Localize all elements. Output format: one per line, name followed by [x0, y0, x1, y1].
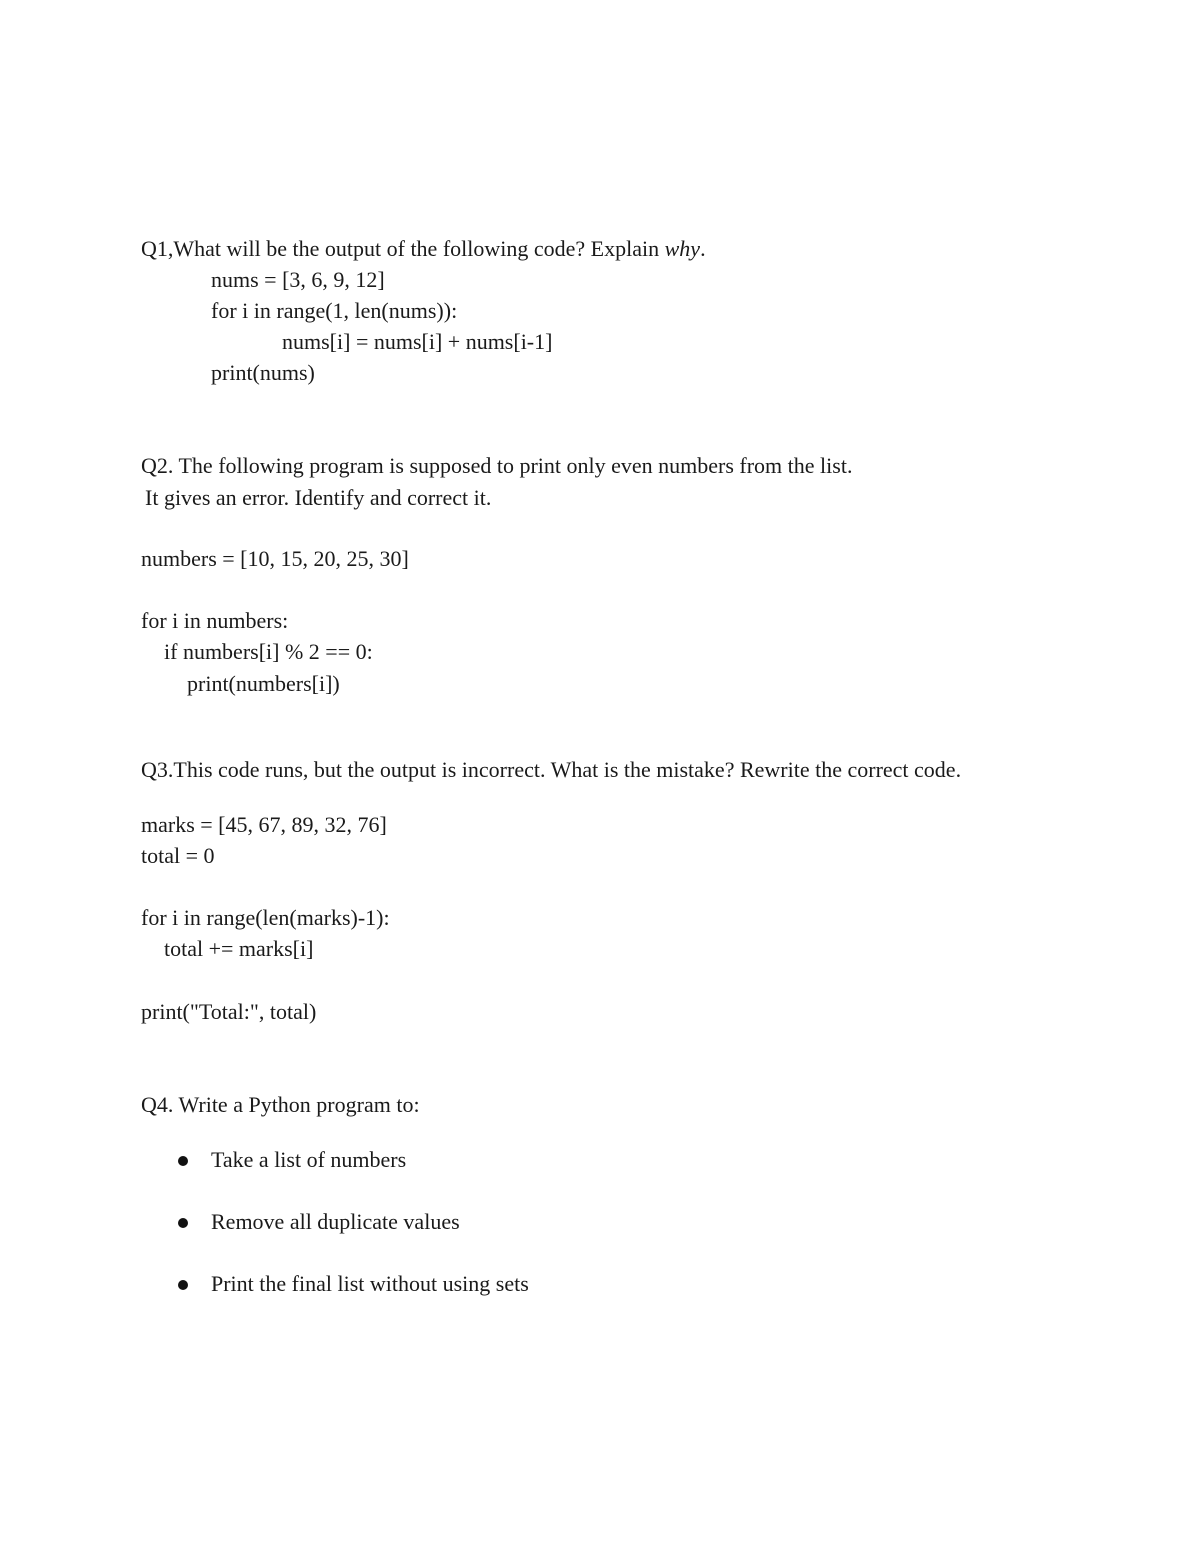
q1-code-line-2: for i in range(1, len(nums)):: [211, 298, 458, 323]
q4-bullet-3: Print the final list without using sets: [211, 1271, 529, 1296]
q4-bullet-2: Remove all duplicate values: [211, 1209, 460, 1234]
q3-code-line-3: for i in range(len(marks)-1):: [141, 905, 390, 930]
q2-code-line-3: if numbers[i] % 2 == 0:: [164, 639, 373, 664]
q4-bullet-1: Take a list of numbers: [211, 1147, 407, 1172]
q1-prompt-emphasis: why: [664, 236, 701, 261]
bullet-icon: [178, 1218, 188, 1228]
bullet-icon: [178, 1280, 188, 1290]
q1-prompt-end: .: [700, 236, 706, 261]
q1-code-line-1: nums = [3, 6, 9, 12]: [211, 267, 385, 292]
q3-code-line-2: total = 0: [141, 843, 215, 868]
q2-prompt-line-2: It gives an error. Identify and correct it.: [145, 485, 492, 510]
q3-code-line-1: marks = [45, 67, 89, 32, 76]: [141, 812, 387, 837]
q1-code-line-3: nums[i] = nums[i] + nums[i-1]: [282, 329, 553, 354]
q2-code-line-4: print(numbers[i]): [187, 671, 340, 696]
q1-prompt-text: Q1,What will be the output of the following code? Explain: [141, 236, 665, 261]
q1-code-line-4: print(nums): [211, 360, 315, 385]
q3-prompt: Q3.This code runs, but the output is incorrect. What is the mistake? Rewrite the correct code.: [141, 757, 962, 782]
q2-prompt-line-1: Q2. The following program is supposed to print only even numbers from the list.: [141, 453, 853, 478]
q3-code-line-4: total += marks[i]: [164, 936, 314, 961]
q4-prompt: Q4. Write a Python program to:: [141, 1092, 420, 1117]
q2-code-line-2: for i in numbers:: [141, 608, 289, 633]
q3-code-line-5: print("Total:", total): [141, 999, 317, 1024]
q2-code-line-1: numbers = [10, 15, 20, 25, 30]: [141, 546, 409, 571]
q1-prompt: [141, 238, 706, 260]
bullet-icon: [178, 1156, 188, 1166]
